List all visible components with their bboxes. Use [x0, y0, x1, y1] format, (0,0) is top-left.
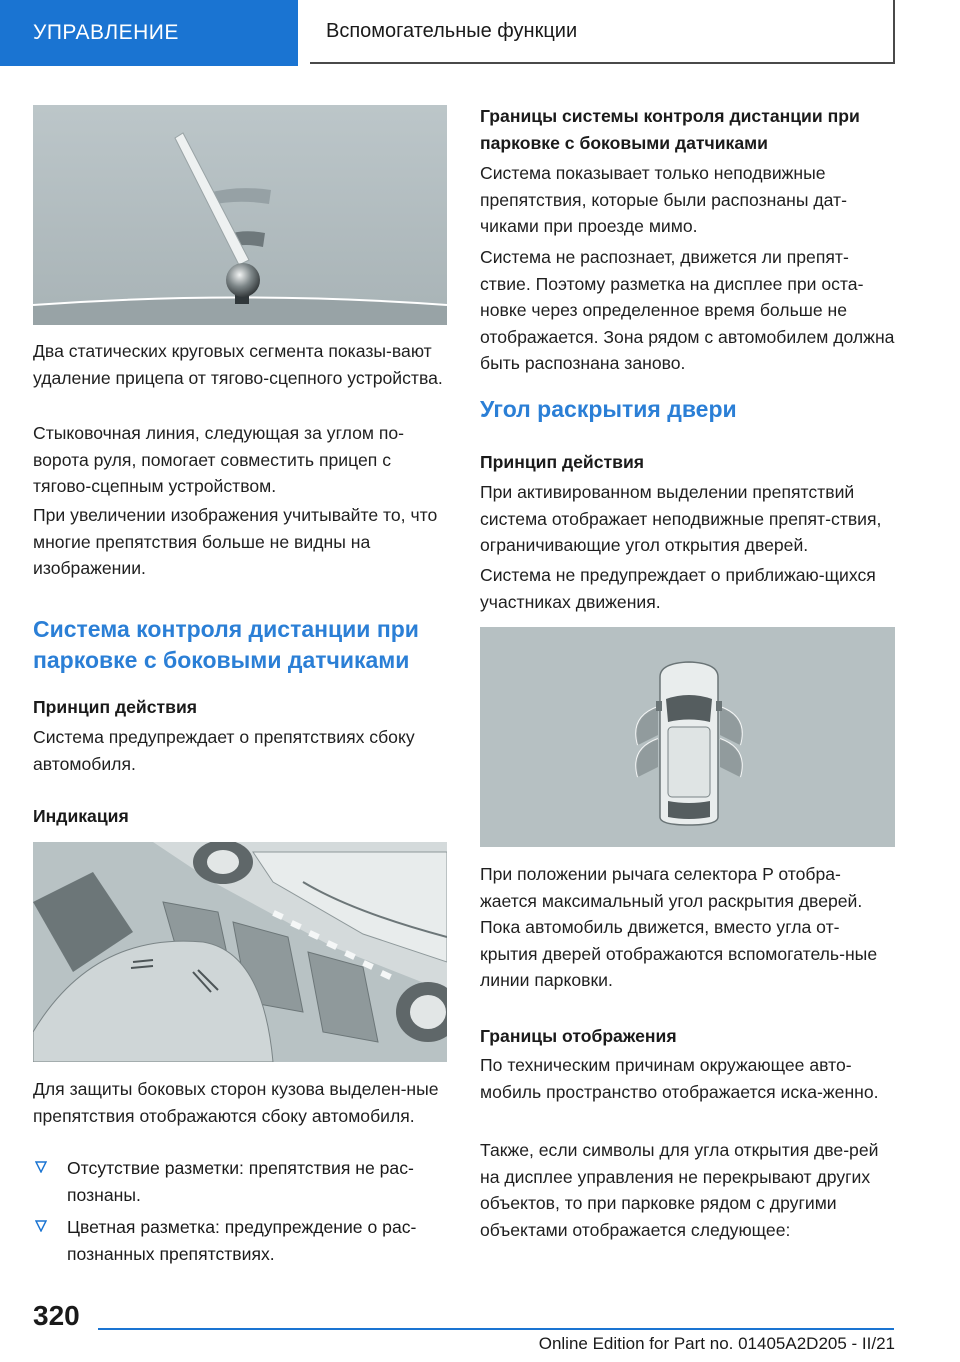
trailer-hitch-figure — [33, 105, 447, 325]
bullet-text: Цветная разметка: предупреждение о рас-познанных препятствиях. — [67, 1217, 417, 1264]
chapter-title: Вспомогательные функции — [310, 0, 895, 64]
paragraph: Система показывает только неподвижные препятствия, которые были распознаны дат-чиками при проезде мимо. — [480, 163, 847, 236]
paragraph: По техническим причинам окружающее авто-мобиль пространство отображается иска-женно. — [480, 1055, 879, 1102]
paragraph: При увеличении изображения учитывайте то, что многие препятствия больше не видны на изображении. — [33, 505, 438, 578]
paragraph: При положении рычага селектора P отобра-жается максимальный угол раскрытия дверей. Пока автомобиль движется, вместо угла от-крытия дверей отображаются вспомогатель-ные линии парковки. — [480, 864, 878, 990]
triangle-bullet-icon — [35, 1220, 47, 1232]
side-obstacle-figure — [33, 842, 447, 1062]
bullet-item — [33, 1214, 449, 1268]
paragraph: Система предупреждает о препятствиях сбоку автомобиля. — [33, 727, 415, 774]
subheading-principle: Принцип действия — [33, 697, 198, 717]
door-angle-figure — [480, 627, 895, 847]
paragraph: Система не распознает, движется ли препят-ствие. Поэтому разметка на дисплее при оста-новке через определенное время больше не отображается. Зона рядом с автомобилем должна быть распознана заново. — [480, 247, 895, 373]
page-header — [0, 0, 960, 66]
paragraph: Стыковочная линия, следующая за углом по-ворота руля, помогает совместить прицеп с тягово-сцепным устройством. — [33, 423, 405, 496]
paragraph: Для защиты боковых сторон кузова выделен-ные препятствия отображаются сбоку автомобиля. — [33, 1079, 439, 1126]
subheading-limits: Границы системы контроля дистанции при парковке с боковыми датчиками — [480, 106, 860, 153]
paragraph: Два статических круговых сегмента показы-вают удаление прицепа от тягово-сцепного устройства. — [33, 341, 443, 388]
subheading-display-limits: Границы отображения — [480, 1026, 677, 1046]
footer-divider — [98, 1328, 894, 1330]
section-heading-door-angle: Угол раскрытия двери — [480, 396, 737, 422]
paragraph: При активированном выделении препятствий система отображает неподвижные препят-ствия, ограничивающие угол открытия дверей. — [480, 482, 882, 555]
section-title: УПРАВЛЕНИЕ — [0, 0, 298, 66]
bullet-item — [33, 1155, 449, 1209]
paragraph: Также, если символы для угла открытия две-рей на дисплее управления не перекрывают других объектов, то при парковке рядом с другими объектами отображается следующее: — [480, 1140, 879, 1240]
paragraph: Система не предупреждает о приближаю-щихся участниках движения. — [480, 565, 876, 612]
page-number: 320 — [33, 1300, 80, 1331]
section-heading-side-pdc: Система контроля дистанции при парковке с боковыми датчиками — [33, 616, 419, 673]
bullet-text: Отсутствие разметки: препятствия не рас-познаны. — [67, 1158, 414, 1205]
subheading-principle: Принцип действия — [480, 452, 645, 472]
subheading-display: Индикация — [33, 806, 129, 826]
edition-note: Online Edition for Part no. 01405A2D205 - II/21 — [538, 1334, 895, 1353]
triangle-bullet-icon — [35, 1161, 47, 1173]
